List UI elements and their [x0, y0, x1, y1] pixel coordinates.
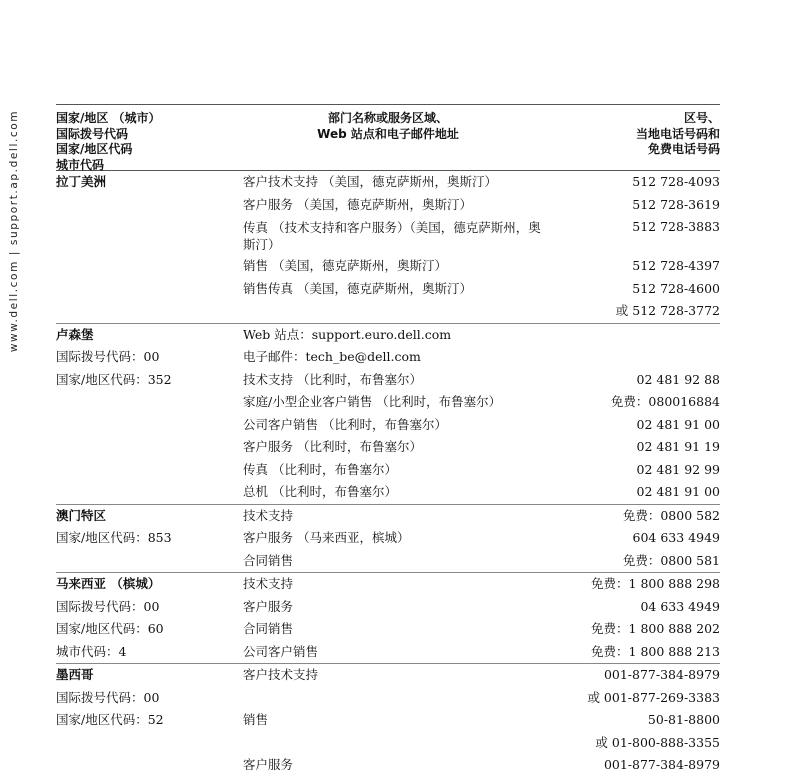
table-row	[243, 709, 720, 732]
phone-number: 02 481 92 88	[636, 371, 720, 387]
table-row	[243, 346, 720, 369]
header-line: 城市代码	[56, 157, 105, 172]
dept-name: Web 站点：support.euro.dell.com	[243, 326, 452, 342]
header-line: 部门名称或服务区域、	[327, 111, 448, 125]
contact-rows	[243, 171, 720, 323]
header-line: 国家/地区 （城市）	[56, 111, 161, 125]
table-row	[243, 527, 720, 550]
phone-number: 512 728-4600	[632, 280, 720, 296]
country-cell	[56, 505, 243, 573]
table-row	[243, 391, 720, 414]
phone-number: 或 01-800-888-3355	[595, 734, 720, 750]
phone-number: 02 481 91 19	[636, 439, 720, 454]
dept-name: 合同销售	[243, 552, 294, 568]
table-row	[243, 278, 720, 301]
dept-name: 客户服务 （比利时，布鲁塞尔）	[243, 439, 422, 454]
header-phone-column	[533, 111, 720, 170]
table-row	[243, 255, 720, 278]
dept-name: 传真 （比利时，布鲁塞尔）	[243, 461, 397, 477]
country-cell	[56, 573, 243, 663]
phone-number: 免费：1 800 888 298	[591, 576, 720, 591]
phone-number: 512 728-4397	[632, 258, 720, 273]
country-code: 国际拨号代码：00	[56, 349, 160, 364]
table-row	[243, 216, 720, 255]
dept-name: 客户服务 （美国，德克萨斯州，奥斯汀）	[243, 196, 472, 212]
phone-number: 免费：0800 581	[622, 552, 720, 568]
table-row	[243, 171, 720, 194]
table-row	[243, 687, 720, 710]
section-malaysia	[56, 573, 720, 664]
country-cell	[56, 171, 243, 323]
dept-name: 客户技术支持	[243, 667, 319, 682]
country-cell	[56, 324, 243, 504]
header-line: 当地电话号码和	[635, 126, 720, 141]
header-line: Web 站点和电子邮件地址	[317, 126, 459, 141]
table-row	[243, 436, 720, 459]
country-name: 卢森堡	[56, 326, 94, 342]
table-row	[243, 573, 720, 596]
section-luxembourg	[56, 324, 720, 505]
header-line: 区号、	[683, 111, 720, 125]
header-line: 国家/地区代码	[56, 142, 133, 156]
table-row	[243, 641, 720, 664]
contact-rows	[243, 664, 720, 777]
phone-number	[541, 324, 720, 347]
phone-number: 512 728-4093	[632, 174, 720, 189]
country-code: 国际拨号代码：00	[56, 598, 160, 614]
side-url-text: www.dell.com | support.ap.dell.com	[8, 109, 20, 353]
country-code: 国家/地区代码：52	[56, 712, 164, 727]
contact-rows	[243, 573, 720, 663]
dept-name	[243, 732, 541, 755]
dept-name: 销售传真 （美国，德克萨斯州，奥斯汀）	[243, 280, 472, 296]
dept-name: 技术支持 （比利时，布鲁塞尔）	[243, 371, 422, 387]
dept-name: 客户服务	[243, 598, 294, 614]
table-row	[243, 596, 720, 619]
header-country-column	[56, 111, 243, 170]
phone-number: 或 512 728-3772	[615, 303, 720, 318]
table-row	[243, 481, 720, 504]
country-code: 城市代码：4	[56, 643, 127, 659]
dept-name: 销售	[243, 712, 269, 727]
contact-rows	[243, 505, 720, 573]
phone-number: 02 481 92 99	[636, 461, 720, 477]
dept-name: 销售 （美国，德克萨斯州，奥斯汀）	[243, 258, 447, 273]
table-row	[243, 459, 720, 482]
table-header	[56, 105, 720, 171]
dept-name: 家庭/小型企业客户销售 （比利时，布鲁塞尔）	[243, 394, 502, 409]
dept-name: 客户服务	[243, 757, 294, 772]
dept-name: 电子邮件：tech_be@dell.com	[243, 349, 421, 364]
phone-number: 免费：1 800 888 213	[591, 643, 720, 659]
phone-number: 02 481 91 00	[636, 484, 720, 499]
dept-name: 客户服务 （马来西亚，槟城）	[243, 530, 410, 545]
dept-name: 客户技术支持 （美国，德克萨斯州，奥斯汀）	[243, 174, 497, 189]
dept-name: 公司客户销售 （比利时，布鲁塞尔）	[243, 416, 447, 432]
phone-number: 604 633 4949	[632, 530, 720, 545]
dept-name: 技术支持	[243, 507, 294, 523]
phone-number: 免费：0800 582	[622, 507, 720, 523]
country-code: 国家/地区代码：853	[56, 530, 172, 545]
header-line: 国际拨号代码	[56, 126, 129, 141]
country-name: 澳门特区	[56, 507, 107, 523]
country-code: 国家/地区代码：352	[56, 371, 172, 387]
table-row	[243, 550, 720, 573]
dept-name: 传真 （技术支持和客户服务）（美国，德克萨斯州，奥斯汀）	[243, 220, 541, 252]
phone-number: 512 728-3619	[632, 196, 720, 212]
table-row	[243, 618, 720, 641]
section-mexico	[56, 664, 720, 777]
dept-name	[243, 300, 541, 323]
table-row	[243, 300, 720, 323]
country-code: 国际拨号代码：00	[56, 689, 160, 705]
table-row	[243, 732, 720, 755]
phone-number	[541, 346, 720, 369]
dept-name: 技术支持	[243, 576, 294, 591]
phone-number: 02 481 91 00	[636, 416, 720, 432]
table-row	[243, 664, 720, 687]
table-row	[243, 194, 720, 217]
country-cell	[56, 664, 243, 777]
phone-number: 04 633 4949	[640, 598, 720, 614]
header-department-column	[243, 111, 533, 170]
phone-number: 免费：1 800 888 202	[591, 621, 720, 636]
country-code: 国家/地区代码：60	[56, 621, 164, 636]
header-line: 免费电话号码	[647, 142, 720, 156]
phone-number: 免费：080016884	[610, 394, 720, 409]
dept-name: 总机 （比利时，布鲁塞尔）	[243, 484, 397, 499]
side-url-vertical	[4, 106, 24, 356]
country-name: 拉丁美洲	[56, 174, 107, 189]
table-row	[243, 414, 720, 437]
phone-number: 50-81-8800	[647, 712, 720, 727]
phone-number: 或 001-877-269-3383	[587, 689, 720, 705]
country-name: 墨西哥	[56, 667, 94, 682]
phone-number: 512 728-3883	[632, 219, 720, 234]
contact-rows	[243, 324, 720, 504]
table-row	[243, 505, 720, 528]
dept-name: 合同销售	[243, 621, 294, 636]
phone-number: 001-877-384-8979	[603, 757, 720, 772]
table-row	[243, 369, 720, 392]
dept-name: 公司客户销售	[243, 643, 319, 659]
contact-table	[56, 104, 720, 777]
country-name: 马来西亚 （槟城）	[56, 576, 161, 591]
table-row	[243, 324, 720, 347]
section-latin-america	[56, 171, 720, 324]
section-macau	[56, 505, 720, 574]
dept-name	[243, 687, 541, 710]
table-row	[243, 754, 720, 777]
phone-number: 001-877-384-8979	[603, 667, 720, 682]
